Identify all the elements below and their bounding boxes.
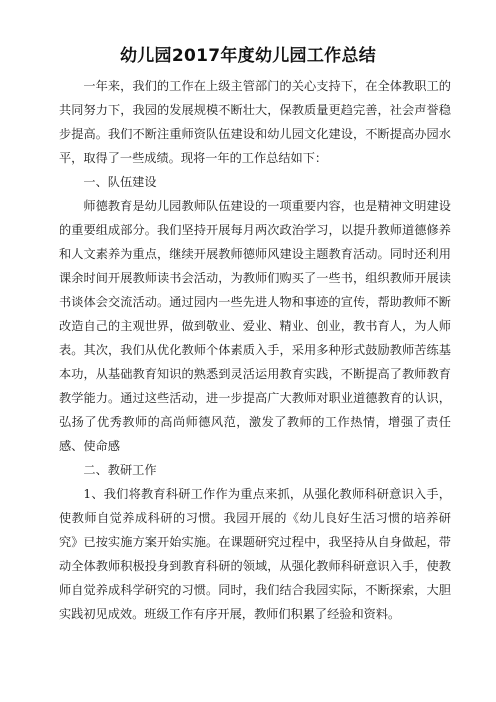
document-body bbox=[59, 74, 451, 626]
section-heading-team: 一、队伍建设 bbox=[83, 175, 157, 189]
document-title: 幼儿园2017年度幼儿园工作总结 bbox=[119, 46, 377, 66]
paragraph-team-building: 师德教育是幼儿园教师队伍建设的一项重要内容，也是精神文明建设的重要组成部分。我们坚持开展每月两次政治学习，以提升教师道德修养和人文素养为重点，继续开展教师德师风建设主题教育活动。同时还利用课余时间开展教师读书会活动，为教师们购买了一些书，组织教师开展读书谈体会交流活动。通过园内一些先进人物和事迹的宣传，帮助教师不断改造自己的主观世界，做到敬业、爱业、精业、创业，教书育人，为人师表。其次，我们从优化教师个体素质入手，采用多种形式鼓励教师苦练基本功，从基础教育知识的熟悉到灵活运用教育实践，不断提高了教师教育教学能力。通过这些活动，进一步提高广大教师对职业道德教育的认识，弘扬了优秀教师的高尚师德风范，激发了教师的工作热情，增强了责任感、使命感 bbox=[59, 199, 451, 453]
section-heading-research: 二、教研工作 bbox=[83, 463, 157, 477]
paragraph-research: 1、我们将教育科研工作作为重点来抓，从强化教师科研意识入手，使教师自觉养成科研的习惯。我园开展的《幼儿良好生活习惯的培养研究》已按实施方案开始实施。在课题研究过程中，我坚持从自身做起，带动全体教师积极投身到教育科研的领域，从强化教师科研意识入手，使教师自觉养成科学研究的习惯。同时，我们结合我园实际，不断探索，大胆实践初见成效。班级工作有序开展，教师们积累了经验和资料。 bbox=[59, 487, 451, 621]
paragraph-intro: 一年来，我们的工作在上级主管部门的关心支持下，在全体教职工的共同努力下，我园的发展规模不断壮大，保教质量更趋完善，社会声誉稳步提高。我们不断注重师资队伍建设和幼儿园文化建设，不断提高办园水平，取得了一些成绩。现将一年的工作总结如下： bbox=[59, 79, 451, 165]
